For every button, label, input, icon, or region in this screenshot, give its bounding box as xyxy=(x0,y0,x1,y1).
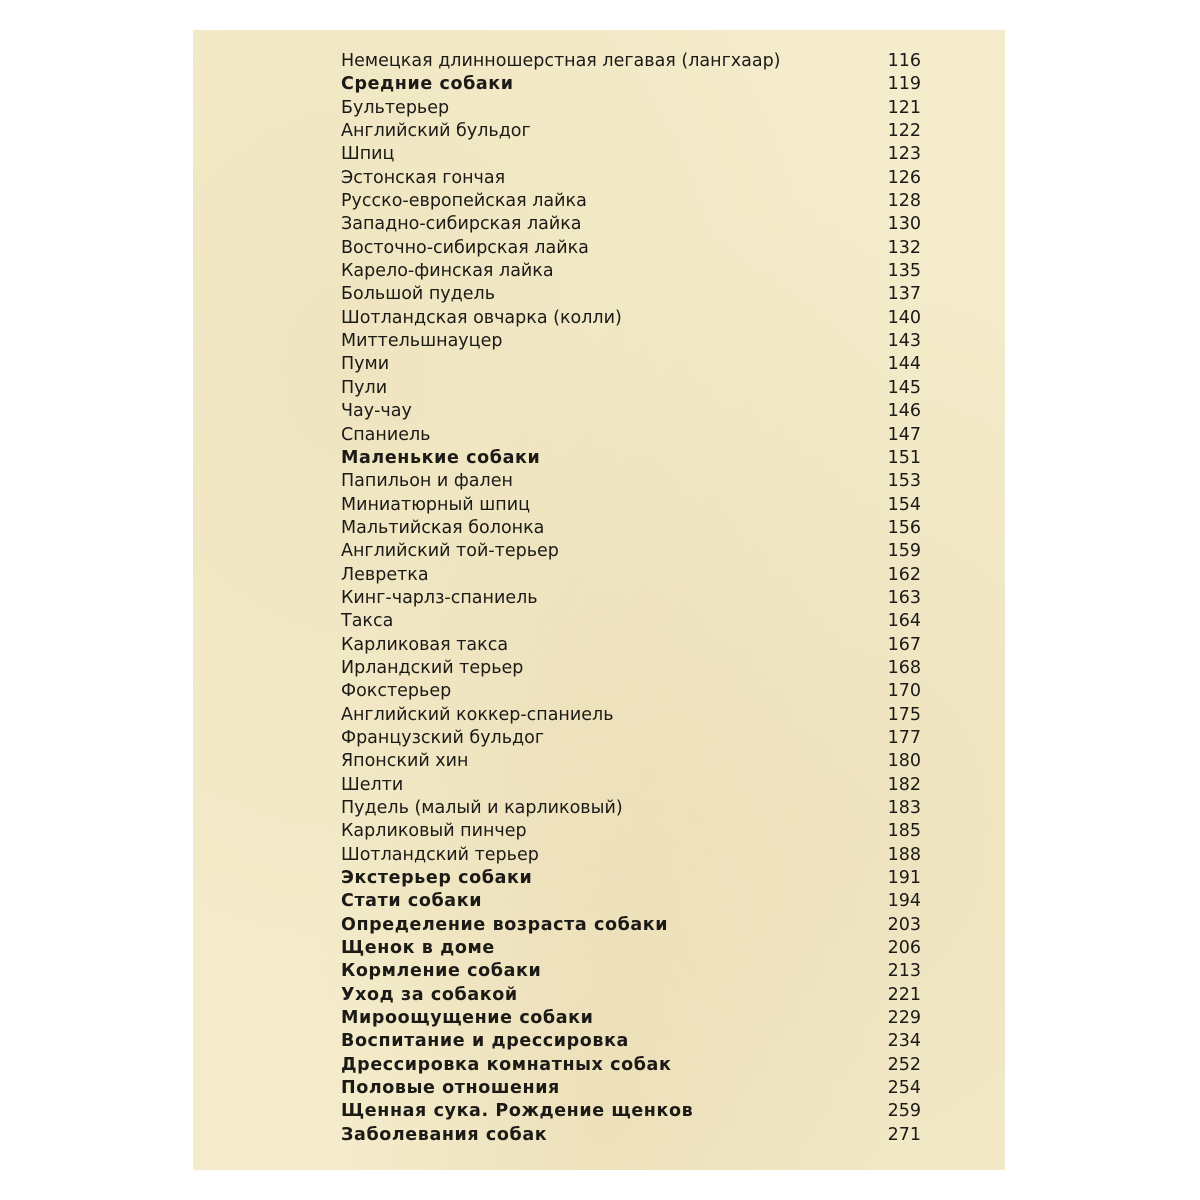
toc-section-heading xyxy=(341,447,921,470)
toc-section-heading xyxy=(341,937,921,960)
toc-entry xyxy=(341,844,921,867)
toc-entry xyxy=(341,167,921,190)
toc-entry xyxy=(341,727,921,750)
toc-section-heading xyxy=(341,1030,921,1053)
toc-page-number: 175 xyxy=(887,704,921,725)
toc-entry xyxy=(341,190,921,213)
toc-section-heading xyxy=(341,1100,921,1123)
toc-page-number: 164 xyxy=(887,611,921,632)
toc-page-number: 143 xyxy=(887,331,921,352)
toc-entry-title: Половые отношения xyxy=(341,1078,560,1099)
toc-page-number: 259 xyxy=(887,1101,921,1122)
toc-entry xyxy=(341,283,921,306)
toc-entry-title: Ирландский терьер xyxy=(341,657,524,678)
toc-entry-title: Мироощущение собаки xyxy=(341,1008,594,1029)
toc-entry xyxy=(341,517,921,540)
toc-entry-title: Щенок в доме xyxy=(341,938,495,959)
toc-page-number: 180 xyxy=(887,751,921,772)
toc-entry-title: Английский коккер-спаниель xyxy=(341,704,614,725)
toc-page-number: 271 xyxy=(887,1124,921,1145)
toc-page-number: 122 xyxy=(887,121,921,142)
toc-page-number: 162 xyxy=(887,564,921,585)
toc-entry-title: Шпиц xyxy=(341,144,395,165)
toc-entry xyxy=(341,587,921,610)
toc-page-number: 168 xyxy=(887,657,921,678)
toc-entry xyxy=(341,120,921,143)
toc-entry xyxy=(341,540,921,563)
toc-entry-title: Спаниель xyxy=(341,424,431,445)
toc-page-number: 156 xyxy=(887,517,921,538)
toc-entry-title: Экстерьер собаки xyxy=(341,868,533,889)
toc-entry-title: Миттельшнауцер xyxy=(341,331,503,352)
toc-entry-title: Шотландский терьер xyxy=(341,844,539,865)
toc-section-heading xyxy=(341,960,921,983)
toc-page-number: 206 xyxy=(887,938,921,959)
toc-entry-title: Фокстерьер xyxy=(341,681,452,702)
toc-page-number: 121 xyxy=(887,97,921,118)
toc-entry xyxy=(341,657,921,680)
toc-entry xyxy=(341,353,921,376)
book-page xyxy=(193,30,1005,1170)
toc-entry xyxy=(341,634,921,657)
toc-page-number: 128 xyxy=(887,191,921,212)
toc-entry xyxy=(341,774,921,797)
toc-entry-title: Мальтийская болонка xyxy=(341,517,545,538)
toc-entry-title: Французский бульдог xyxy=(341,727,545,748)
toc-entry xyxy=(341,50,921,73)
table-of-contents xyxy=(341,50,921,1147)
toc-entry-title: Английский бульдог xyxy=(341,121,531,142)
toc-page-number: 145 xyxy=(887,377,921,398)
toc-page-number: 123 xyxy=(887,144,921,165)
toc-page-number: 151 xyxy=(887,447,921,468)
toc-page-number: 146 xyxy=(887,401,921,422)
toc-page-number: 254 xyxy=(887,1078,921,1099)
toc-entry xyxy=(341,704,921,727)
toc-page-number: 170 xyxy=(887,681,921,702)
toc-page-number: 163 xyxy=(887,587,921,608)
toc-entry-title: Карликовая такса xyxy=(341,634,509,655)
toc-page-number: 154 xyxy=(887,494,921,515)
toc-entry xyxy=(341,470,921,493)
toc-page-number: 137 xyxy=(887,284,921,305)
toc-section-heading xyxy=(341,867,921,890)
toc-entry-title: Японский хин xyxy=(341,751,469,772)
toc-entry xyxy=(341,494,921,517)
toc-entry-title: Английский той-терьер xyxy=(341,541,559,562)
toc-page-number: 130 xyxy=(887,214,921,235)
toc-entry xyxy=(341,330,921,353)
toc-entry xyxy=(341,237,921,260)
toc-entry xyxy=(341,564,921,587)
toc-page-number: 116 xyxy=(887,51,921,71)
toc-page-number: 167 xyxy=(887,634,921,655)
toc-entry-title: Средние собаки xyxy=(341,74,514,95)
toc-entry-title: Дрессировка комнатных собак xyxy=(341,1054,672,1075)
toc-entry-title: Маленькие собаки xyxy=(341,447,541,468)
toc-section-heading xyxy=(341,984,921,1007)
toc-page-number: 183 xyxy=(887,798,921,818)
toc-entry xyxy=(341,680,921,703)
toc-entry xyxy=(341,213,921,236)
toc-page-number: 252 xyxy=(887,1054,921,1075)
toc-page-number: 140 xyxy=(887,307,921,328)
toc-entry-title: Уход за собакой xyxy=(341,984,518,1005)
toc-entry-title: Заболевания собак xyxy=(341,1124,548,1145)
toc-entry-title: Большой пудель xyxy=(341,284,496,305)
toc-entry-title: Стати собаки xyxy=(341,891,483,912)
toc-entry-title: Немецкая длинношерстная легавая (лангхаар) xyxy=(341,51,781,71)
toc-entry-title: Определение возраста собаки xyxy=(341,914,669,935)
toc-section-heading xyxy=(341,1007,921,1030)
toc-entry-title: Западно-сибирская лайка xyxy=(341,214,582,235)
toc-entry-title: Щенная сука. Рождение щенков xyxy=(341,1101,694,1122)
toc-section-heading xyxy=(341,1077,921,1100)
toc-entry-title: Шотландская овчарка (колли) xyxy=(341,307,622,328)
toc-page-number: 185 xyxy=(887,821,921,842)
toc-entry xyxy=(341,400,921,423)
toc-page-number: 135 xyxy=(887,261,921,282)
toc-page-number: 221 xyxy=(887,984,921,1005)
toc-entry-title: Миниатюрный шпиц xyxy=(341,494,530,515)
toc-entry-title: Кинг-чарлз-спаниель xyxy=(341,587,538,608)
toc-entry-title: Пули xyxy=(341,377,388,398)
toc-entry-title: Карело-финская лайка xyxy=(341,261,554,282)
toc-section-heading xyxy=(341,1124,921,1147)
toc-entry xyxy=(341,797,921,820)
toc-entry-title: Воспитание и дрессировка xyxy=(341,1031,629,1052)
toc-entry xyxy=(341,143,921,166)
toc-entry xyxy=(341,820,921,843)
toc-entry-title: Пуми xyxy=(341,354,390,375)
toc-page-number: 188 xyxy=(887,844,921,865)
toc-entry-title: Эстонская гончая xyxy=(341,167,506,188)
toc-entry xyxy=(341,97,921,120)
toc-entry xyxy=(341,307,921,330)
toc-entry xyxy=(341,610,921,633)
toc-section-heading xyxy=(341,73,921,96)
toc-entry-title: Чау-чау xyxy=(341,401,412,422)
toc-entry-title: Кормление собаки xyxy=(341,961,542,982)
toc-entry xyxy=(341,424,921,447)
toc-page-number: 213 xyxy=(887,961,921,982)
toc-page-number: 234 xyxy=(887,1031,921,1052)
toc-page-number: 191 xyxy=(887,868,921,889)
toc-page-number: 147 xyxy=(887,424,921,445)
toc-entry-title: Бультерьер xyxy=(341,97,450,118)
toc-entry-title: Шелти xyxy=(341,774,404,795)
toc-page-number: 194 xyxy=(887,891,921,912)
toc-page-number: 153 xyxy=(887,471,921,492)
toc-entry-title: Такса xyxy=(341,611,394,632)
toc-entry-title: Папильон и фален xyxy=(341,471,513,492)
toc-section-heading xyxy=(341,914,921,937)
toc-page-number: 132 xyxy=(887,237,921,258)
toc-page-number: 182 xyxy=(887,774,921,795)
toc-entry-title: Карликовый пинчер xyxy=(341,821,527,842)
toc-entry-title: Русско-европейская лайка xyxy=(341,191,587,212)
toc-entry xyxy=(341,750,921,773)
toc-page-number: 159 xyxy=(887,541,921,562)
toc-section-heading xyxy=(341,890,921,913)
toc-section-heading xyxy=(341,1054,921,1077)
toc-page-number: 119 xyxy=(887,74,921,95)
toc-page-number: 144 xyxy=(887,354,921,375)
toc-page-number: 177 xyxy=(887,727,921,748)
toc-entry xyxy=(341,260,921,283)
toc-page-number: 126 xyxy=(887,167,921,188)
toc-page-number: 229 xyxy=(887,1008,921,1029)
toc-page-number: 203 xyxy=(887,914,921,935)
toc-entry-title: Пудель (малый и карликовый) xyxy=(341,798,623,818)
toc-entry-title: Левретка xyxy=(341,564,429,585)
toc-entry xyxy=(341,377,921,400)
toc-entry-title: Восточно-сибирская лайка xyxy=(341,237,589,258)
